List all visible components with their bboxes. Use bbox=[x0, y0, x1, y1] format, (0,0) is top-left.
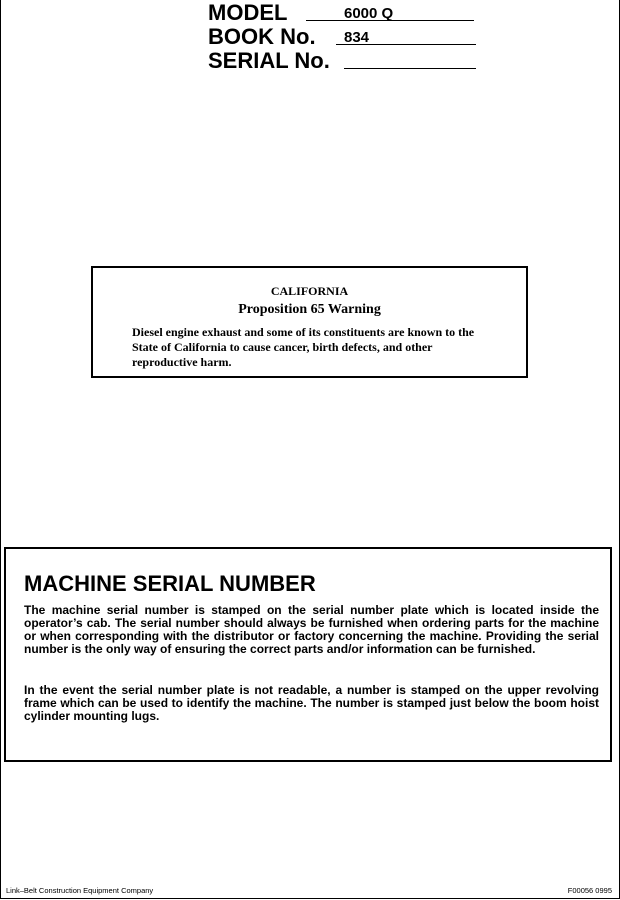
serial-section-paragraph-1: The machine serial number is stamped on the serial number plate which is located inside the operator’s cab. The serial number should always be furnished when ordering parts for the machine or when corresponding with the distributor or factory concerning the machine. Providing the serial number is the only way of ensuring the correct parts and/or information can be furnished. bbox=[24, 603, 599, 656]
serial-line bbox=[344, 48, 476, 69]
prop65-title: Proposition 65 Warning bbox=[238, 302, 381, 317]
footer-company: Link–Belt Construction Equipment Company bbox=[6, 886, 154, 895]
prop65-state: CALIFORNIA bbox=[270, 284, 349, 298]
footer-code: F00056 0995 bbox=[567, 886, 612, 895]
serial-section-paragraph-2: In the event the serial number plate is not readable, a number is stamped on the upper revolving frame which can be used to identify the machine. The number is stamped just below the boom hoist cylinder mounting lugs. bbox=[24, 683, 599, 723]
prop65-body: Diesel engine exhaust and some of its constituents are known to the State of California to cause cancer, birth defects, and other reproductive harm. bbox=[132, 325, 475, 369]
prop65-warning-box bbox=[91, 266, 528, 378]
serial-section-title: MACHINE SERIAL NUMBER bbox=[24, 571, 316, 596]
serial-label: SERIAL No. bbox=[208, 48, 330, 73]
model-label: MODEL bbox=[208, 0, 288, 25]
machine-serial-number-box bbox=[4, 547, 612, 762]
book-label: BOOK No. bbox=[208, 24, 316, 49]
model-value[interactable]: 6000 Q bbox=[344, 5, 394, 22]
book-value[interactable]: 834 bbox=[344, 29, 370, 46]
